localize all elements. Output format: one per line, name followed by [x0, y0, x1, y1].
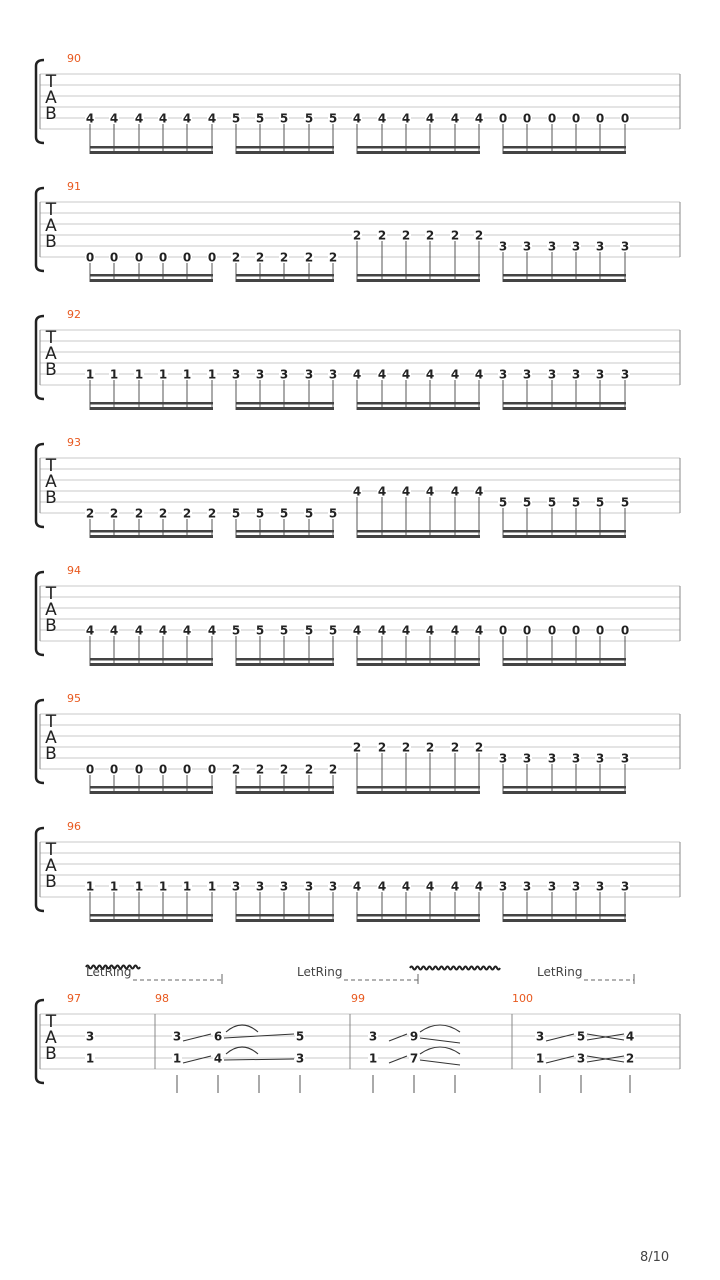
tab-clef-letter: T [45, 840, 57, 860]
beam-secondary [90, 914, 213, 917]
beam-primary [90, 919, 213, 922]
beam-secondary [236, 658, 334, 661]
fret-number: 1 [134, 367, 144, 382]
fret-number: 3 [535, 1029, 545, 1044]
fret-number: 2 [255, 250, 265, 265]
measure-number: 91 [67, 180, 81, 193]
beam-secondary [357, 786, 480, 789]
beam-primary [236, 279, 334, 282]
fret-number: 1 [207, 879, 217, 894]
fret-number: 0 [134, 762, 144, 777]
fret-number: 0 [571, 623, 581, 638]
fret-number: 0 [498, 111, 508, 126]
fret-number: 3 [571, 239, 581, 254]
fret-number: 2 [474, 740, 484, 755]
fret-number: 0 [109, 762, 119, 777]
fret-number: 4 [213, 1051, 223, 1066]
beam-primary [90, 663, 213, 666]
fret-number: 3 [368, 1029, 378, 1044]
fret-number: 5 [328, 111, 338, 126]
fret-number: 0 [595, 623, 605, 638]
fret-number: 3 [595, 367, 605, 382]
beam-primary [503, 791, 626, 794]
fret-number: 1 [535, 1051, 545, 1066]
beam-secondary [357, 146, 480, 149]
fret-number: 0 [547, 623, 557, 638]
fret-number: 2 [231, 250, 241, 265]
fret-number: 4 [425, 111, 435, 126]
slide-line [183, 1034, 211, 1041]
fret-number: 4 [352, 623, 362, 638]
fret-number: 0 [207, 762, 217, 777]
beam-secondary [503, 402, 626, 405]
fret-number: 4 [134, 623, 144, 638]
fret-number: 4 [401, 367, 411, 382]
beam-secondary [503, 786, 626, 789]
beam-secondary [357, 274, 480, 277]
tab-clef-letter: A [45, 1028, 57, 1048]
tab-clef-letter: T [45, 200, 57, 220]
tab-clef-letter: T [45, 72, 57, 92]
tie-arc [226, 1047, 258, 1054]
tab-clef-letter: A [45, 600, 57, 620]
fret-number: 3 [498, 751, 508, 766]
fret-number: 9 [409, 1029, 419, 1044]
fret-number: 5 [328, 623, 338, 638]
beam-primary [90, 791, 213, 794]
fret-number: 3 [498, 367, 508, 382]
fret-number: 5 [304, 623, 314, 638]
fret-number: 4 [109, 623, 119, 638]
beam-primary [503, 919, 626, 922]
fret-number: 0 [547, 111, 557, 126]
beam-primary [503, 663, 626, 666]
fret-number: 3 [231, 879, 241, 894]
beam-primary [236, 535, 334, 538]
fret-number: 4 [401, 484, 411, 499]
tab-clef-letter: B [45, 104, 57, 124]
fret-number: 4 [450, 879, 460, 894]
beam-primary [503, 279, 626, 282]
fret-number: 5 [547, 495, 557, 510]
fret-number: 3 [547, 239, 557, 254]
beam-primary [236, 151, 334, 154]
fret-number: 4 [207, 623, 217, 638]
tab-clef-letter: A [45, 728, 57, 748]
fret-number: 5 [498, 495, 508, 510]
fret-number: 4 [401, 879, 411, 894]
fret-number: 0 [620, 111, 630, 126]
beam-secondary [90, 530, 213, 533]
beam-primary [357, 919, 480, 922]
fret-number: 4 [85, 111, 95, 126]
fret-number: 5 [304, 111, 314, 126]
fret-number: 2 [279, 762, 289, 777]
measure-number: 98 [155, 992, 169, 1005]
fret-number: 1 [172, 1051, 182, 1066]
tie-arc [420, 1047, 460, 1054]
slide-line [389, 1034, 407, 1041]
tab-clef-letter: T [45, 712, 57, 732]
fret-number: 3 [571, 751, 581, 766]
beam-secondary [236, 530, 334, 533]
fret-number: 4 [352, 484, 362, 499]
fret-number: 4 [352, 111, 362, 126]
fret-number: 4 [377, 623, 387, 638]
tab-clef-letter: B [45, 744, 57, 764]
fret-number: 4 [425, 623, 435, 638]
beam-secondary [503, 274, 626, 277]
measure-number: 93 [67, 436, 81, 449]
slide-line [420, 1038, 460, 1043]
fret-number: 3 [255, 879, 265, 894]
fret-number: 1 [109, 367, 119, 382]
vibrato-squiggle [410, 967, 500, 970]
fret-number: 1 [158, 367, 168, 382]
beam-secondary [357, 530, 480, 533]
fret-number: 5 [595, 495, 605, 510]
beam-secondary [236, 786, 334, 789]
let-ring-label: LetRing [297, 965, 343, 979]
tab-clef-letter: A [45, 344, 57, 364]
fret-number: 4 [474, 484, 484, 499]
measure-number: 100 [512, 992, 533, 1005]
fret-number: 4 [450, 484, 460, 499]
tab-clef-letter: A [45, 472, 57, 492]
fret-number: 4 [425, 484, 435, 499]
tab-clef-letter: T [45, 1012, 57, 1032]
beam-secondary [90, 274, 213, 277]
tab-clef-letter: T [45, 456, 57, 476]
beam-secondary [503, 914, 626, 917]
page-number: 8/10 [640, 1250, 670, 1265]
beam-secondary [90, 658, 213, 661]
let-ring-label: LetRing [537, 965, 583, 979]
fret-number: 4 [207, 111, 217, 126]
fret-number: 1 [134, 879, 144, 894]
fret-number: 0 [85, 762, 95, 777]
fret-number: 2 [182, 506, 192, 521]
fret-number: 5 [576, 1029, 586, 1044]
fret-number: 3 [620, 879, 630, 894]
fret-number: 2 [377, 740, 387, 755]
beam-secondary [90, 402, 213, 405]
beam-primary [357, 279, 480, 282]
fret-number: 4 [425, 879, 435, 894]
measure-number: 97 [67, 992, 81, 1005]
fret-number: 1 [85, 879, 95, 894]
beam-primary [503, 535, 626, 538]
fret-number: 2 [401, 228, 411, 243]
beam-primary [357, 535, 480, 538]
tab-clef-letter: T [45, 328, 57, 348]
beam-secondary [503, 530, 626, 533]
fret-number: 1 [85, 367, 95, 382]
fret-number: 5 [522, 495, 532, 510]
fret-number: 5 [620, 495, 630, 510]
fret-number: 3 [328, 879, 338, 894]
slide-line [183, 1056, 211, 1063]
fret-number: 3 [595, 751, 605, 766]
fret-number: 3 [595, 879, 605, 894]
fret-number: 2 [279, 250, 289, 265]
tab-clef-letter: B [45, 872, 57, 892]
fret-number: 2 [450, 740, 460, 755]
slide-line [389, 1056, 407, 1063]
fret-number: 0 [158, 250, 168, 265]
measure-number: 96 [67, 820, 81, 833]
fret-number: 5 [255, 111, 265, 126]
fret-number: 5 [231, 111, 241, 126]
fret-number: 4 [182, 111, 192, 126]
fret-number: 5 [295, 1029, 305, 1044]
fret-number: 5 [255, 623, 265, 638]
fret-number: 0 [522, 623, 532, 638]
fret-number: 3 [172, 1029, 182, 1044]
tab-clef-letter: B [45, 232, 57, 252]
fret-number: 5 [231, 623, 241, 638]
fret-number: 2 [134, 506, 144, 521]
fret-number: 3 [576, 1051, 586, 1066]
fret-number: 3 [547, 367, 557, 382]
fret-number: 4 [377, 879, 387, 894]
beam-secondary [236, 146, 334, 149]
beam-secondary [236, 914, 334, 917]
beam-primary [357, 407, 480, 410]
fret-number: 2 [352, 740, 362, 755]
fret-number: 1 [182, 367, 192, 382]
measure-number: 99 [351, 992, 365, 1005]
fret-number: 5 [279, 111, 289, 126]
beam-secondary [503, 658, 626, 661]
fret-number: 0 [620, 623, 630, 638]
fret-number: 3 [620, 239, 630, 254]
beam-primary [90, 151, 213, 154]
fret-number: 3 [571, 367, 581, 382]
fret-number: 4 [352, 879, 362, 894]
fret-number: 3 [295, 1051, 305, 1066]
tab-clef-letter: A [45, 856, 57, 876]
fret-number: 2 [450, 228, 460, 243]
beam-primary [236, 919, 334, 922]
beam-primary [357, 151, 480, 154]
beam-secondary [503, 146, 626, 149]
fret-number: 3 [595, 239, 605, 254]
beam-primary [236, 663, 334, 666]
beam-secondary [236, 274, 334, 277]
fret-number: 3 [620, 751, 630, 766]
fret-number: 5 [231, 506, 241, 521]
fret-number: 3 [498, 879, 508, 894]
fret-number: 3 [304, 367, 314, 382]
tab-clef-letter: B [45, 1044, 57, 1064]
fret-number: 0 [182, 250, 192, 265]
slide-line [420, 1060, 460, 1065]
tab-clef-letter: B [45, 616, 57, 636]
fret-number: 0 [134, 250, 144, 265]
fret-number: 3 [522, 239, 532, 254]
fret-number: 0 [498, 623, 508, 638]
beam-secondary [90, 786, 213, 789]
fret-number: 4 [474, 111, 484, 126]
fret-number: 3 [620, 367, 630, 382]
tab-clef-letter: B [45, 488, 57, 508]
fret-number: 3 [522, 879, 532, 894]
tie-arc [420, 1025, 460, 1032]
slide-line [546, 1034, 574, 1041]
fret-number: 3 [85, 1029, 95, 1044]
fret-number: 3 [522, 367, 532, 382]
fret-number: 1 [109, 879, 119, 894]
slide-line [224, 1059, 294, 1060]
fret-number: 2 [425, 740, 435, 755]
tie-arc [226, 1025, 258, 1032]
fret-number: 3 [498, 239, 508, 254]
fret-number: 2 [231, 762, 241, 777]
tab-clef-letter: B [45, 360, 57, 380]
fret-number: 2 [401, 740, 411, 755]
fret-number: 4 [474, 879, 484, 894]
beam-secondary [357, 402, 480, 405]
fret-number: 2 [425, 228, 435, 243]
fret-number: 3 [547, 751, 557, 766]
fret-number: 5 [304, 506, 314, 521]
fret-number: 4 [474, 623, 484, 638]
fret-number: 1 [85, 1051, 95, 1066]
beam-secondary [357, 658, 480, 661]
fret-number: 7 [409, 1051, 419, 1066]
fret-number: 3 [304, 879, 314, 894]
fret-number: 0 [522, 111, 532, 126]
fret-number: 2 [377, 228, 387, 243]
measure-number: 90 [67, 52, 81, 65]
beam-primary [90, 279, 213, 282]
fret-number: 2 [207, 506, 217, 521]
fret-number: 4 [450, 623, 460, 638]
tab-clef-letter: T [45, 584, 57, 604]
fret-number: 2 [158, 506, 168, 521]
fret-number: 3 [231, 367, 241, 382]
fret-number: 5 [279, 623, 289, 638]
fret-number: 4 [377, 484, 387, 499]
fret-number: 2 [352, 228, 362, 243]
fret-number: 1 [182, 879, 192, 894]
fret-number: 1 [207, 367, 217, 382]
fret-number: 2 [304, 250, 314, 265]
measure-number: 92 [67, 308, 81, 321]
beam-primary [90, 535, 213, 538]
fret-number: 4 [85, 623, 95, 638]
let-ring-label: LetRing [86, 965, 132, 979]
fret-number: 2 [328, 762, 338, 777]
fret-number: 4 [425, 367, 435, 382]
beam-primary [503, 407, 626, 410]
fret-number: 3 [328, 367, 338, 382]
fret-number: 6 [213, 1029, 223, 1044]
beam-primary [357, 663, 480, 666]
fret-number: 4 [158, 623, 168, 638]
fret-number: 4 [352, 367, 362, 382]
fret-number: 2 [85, 506, 95, 521]
fret-number: 5 [328, 506, 338, 521]
fret-number: 4 [109, 111, 119, 126]
fret-number: 1 [158, 879, 168, 894]
fret-number: 2 [625, 1051, 635, 1066]
fret-number: 0 [85, 250, 95, 265]
fret-number: 0 [109, 250, 119, 265]
fret-number: 0 [595, 111, 605, 126]
fret-number: 4 [182, 623, 192, 638]
fret-number: 2 [109, 506, 119, 521]
fret-number: 3 [279, 367, 289, 382]
beam-secondary [236, 402, 334, 405]
fret-number: 0 [207, 250, 217, 265]
fret-number: 3 [522, 751, 532, 766]
tab-clef-letter: A [45, 216, 57, 236]
fret-number: 3 [255, 367, 265, 382]
fret-number: 1 [368, 1051, 378, 1066]
beam-primary [236, 407, 334, 410]
beam-primary [357, 791, 480, 794]
fret-number: 4 [450, 367, 460, 382]
measure-number: 95 [67, 692, 81, 705]
fret-number: 4 [377, 111, 387, 126]
fret-number: 2 [474, 228, 484, 243]
measure-number: 94 [67, 564, 81, 577]
beam-secondary [90, 146, 213, 149]
beam-primary [90, 407, 213, 410]
fret-number: 5 [571, 495, 581, 510]
fret-number: 4 [450, 111, 460, 126]
fret-number: 3 [571, 879, 581, 894]
fret-number: 3 [547, 879, 557, 894]
fret-number: 0 [571, 111, 581, 126]
beam-primary [236, 791, 334, 794]
fret-number: 4 [625, 1029, 635, 1044]
fret-number: 2 [328, 250, 338, 265]
fret-number: 2 [255, 762, 265, 777]
fret-number: 4 [474, 367, 484, 382]
fret-number: 5 [255, 506, 265, 521]
beam-secondary [357, 914, 480, 917]
fret-number: 4 [401, 111, 411, 126]
fret-number: 4 [401, 623, 411, 638]
fret-number: 2 [304, 762, 314, 777]
slide-line [546, 1056, 574, 1063]
fret-number: 4 [377, 367, 387, 382]
beam-primary [503, 151, 626, 154]
fret-number: 4 [158, 111, 168, 126]
fret-number: 0 [158, 762, 168, 777]
fret-number: 0 [182, 762, 192, 777]
fret-number: 4 [134, 111, 144, 126]
tab-clef-letter: A [45, 88, 57, 108]
fret-number: 3 [279, 879, 289, 894]
fret-number: 5 [279, 506, 289, 521]
